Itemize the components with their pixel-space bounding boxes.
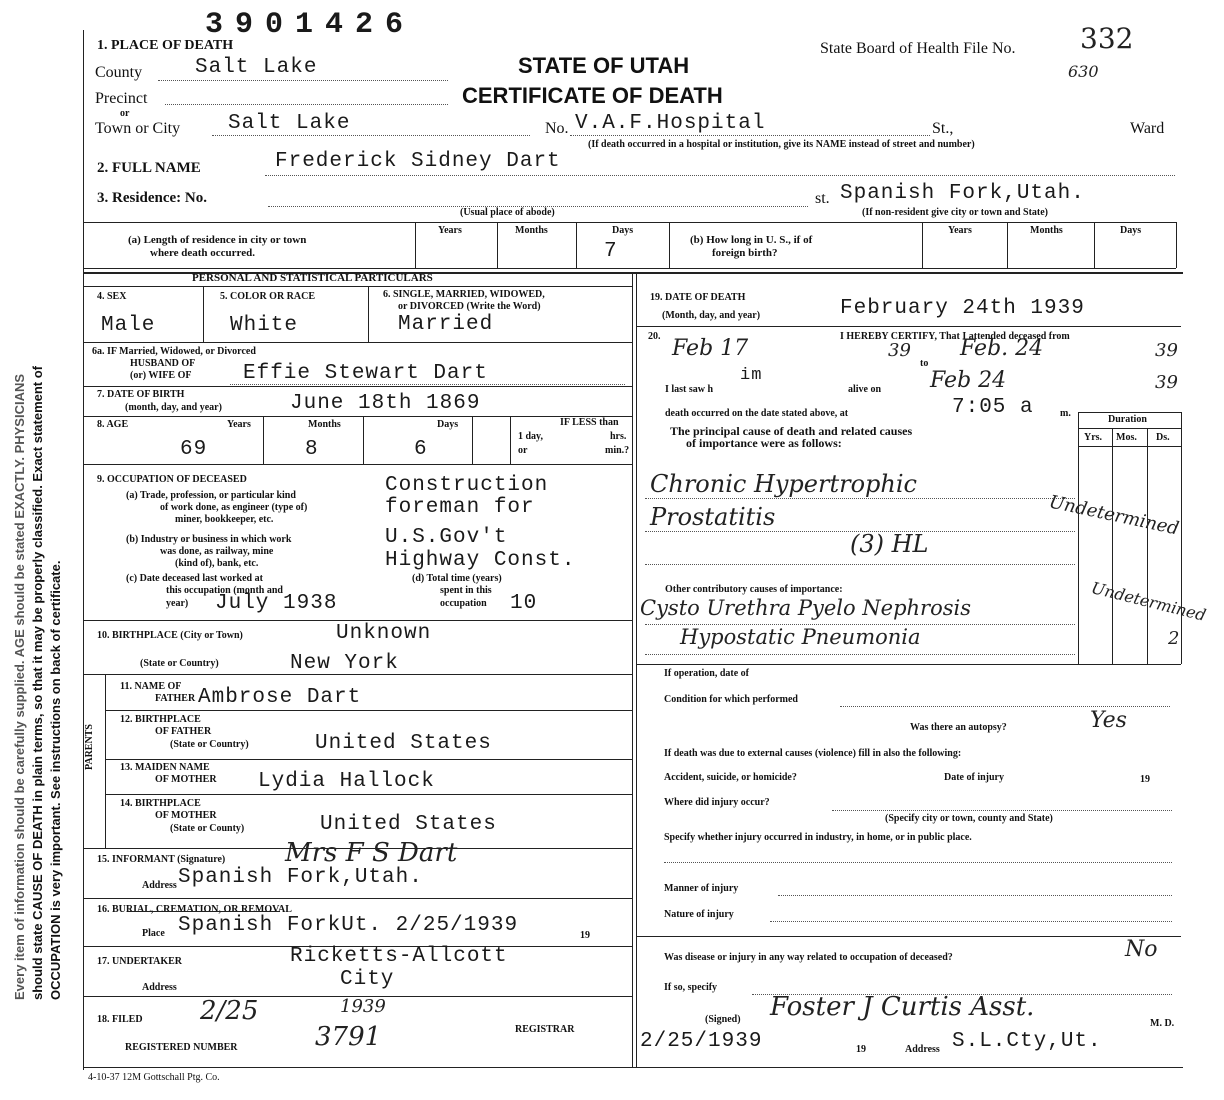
file-no-2: 630 — [1068, 62, 1099, 81]
birth-city-value: Unknown — [336, 622, 432, 645]
burial-strike — [128, 911, 280, 912]
hospital-note: (If death occurred in a hospital or institution, give its NAME instead of street and number) — [588, 139, 975, 150]
alive-on: Feb 24 — [930, 368, 1007, 393]
attend-to: Feb. 24 — [960, 336, 1044, 361]
file-no: 332 — [1080, 22, 1134, 55]
personal-heading: PERSONAL AND STATISTICAL PARTICULARS — [192, 272, 433, 284]
age-months-value: 8 — [305, 438, 319, 461]
time-value: 7:05 a — [952, 396, 1034, 419]
other-cause-1: Cysto Urethra Pyelo Nephrosis — [640, 596, 972, 620]
father-value: Ambrose Dart — [198, 686, 362, 709]
cause-2: Prostatitis — [650, 503, 776, 531]
spouse-value: Effie Stewart Dart — [243, 362, 488, 385]
label-file-no: State Board of Health File No. — [820, 40, 1016, 57]
occ-trade-2: foreman for — [385, 496, 535, 519]
undertaker-address: City — [340, 968, 395, 991]
attend-from: Feb 17 — [672, 336, 749, 361]
registrar-date: 2/25/1939 — [640, 1030, 763, 1053]
occ-industry-1: U.S.Gov't — [385, 526, 508, 549]
related-value: No — [1125, 937, 1158, 962]
age-days-value: 6 — [414, 438, 428, 461]
doc-number: 3901426 — [205, 8, 416, 42]
physician-signature: Foster J Curtis Asst. — [770, 992, 1035, 1022]
side-line-2: OCCUPATION is very important. See instructions on back of certificate. — [48, 560, 63, 1000]
column-divider — [632, 272, 633, 1068]
age-years-value: 69 — [180, 438, 208, 461]
burial-place-value: Spanish ForkUt. 2/25/1939 — [178, 914, 519, 937]
informant-address: Spanish Fork,Utah. — [178, 866, 423, 889]
cause-1: Chronic Hypertrophic — [650, 470, 917, 498]
occ-trade-1: Construction — [385, 474, 549, 497]
marital-value: Married — [398, 313, 494, 336]
label-place-of-death: 1. PLACE OF DEATH — [97, 38, 234, 53]
color-value: White — [230, 314, 299, 337]
sex-value: Male — [101, 314, 156, 337]
parents-label: PARENTS — [84, 724, 95, 770]
side-line-1: should state CAUSE OF DEATH in plain terms, so that it may be properly classified. Exact statement of — [30, 365, 45, 1000]
town-value: Salt Lake — [228, 112, 351, 135]
mother-bp-value: United States — [320, 813, 497, 836]
hospital-value: V.A.F.Hospital — [575, 112, 766, 135]
state-title: STATE OF UTAH — [518, 53, 690, 78]
label-precinct: Precinct — [95, 90, 148, 107]
occ-last-value: July 1938 — [215, 592, 338, 615]
full-name-value: Frederick Sidney Dart — [275, 150, 561, 173]
cause-duration: Undetermined — [1047, 491, 1181, 540]
occ-industry-2: Highway Const. — [385, 549, 576, 572]
mother-value: Lydia Hallock — [258, 770, 435, 793]
birth-state-value: New York — [290, 652, 399, 675]
undertaker-value: Ricketts-Allcott — [290, 945, 508, 968]
label-town: Town or City — [95, 120, 181, 137]
label-full-name: 2. FULL NAME — [97, 160, 201, 176]
registered-value: 3791 — [315, 1022, 382, 1052]
autopsy-value: Yes — [1090, 708, 1127, 733]
filed-value: 2/25 — [200, 996, 259, 1026]
other-cause-2: Hypostatic Pneumonia — [680, 625, 921, 649]
filed-year: 1939 — [340, 996, 386, 1017]
physician-address: S.L.Cty,Ut. — [952, 1030, 1102, 1053]
informant-signature: Mrs F S Dart — [285, 838, 458, 868]
dob-value: June 18th 1869 — [290, 392, 481, 415]
label-county: County — [95, 64, 143, 81]
other-duration: Undetermined — [1089, 578, 1208, 625]
frame-left — [83, 30, 84, 1070]
county-value: Salt Lake — [195, 56, 318, 79]
frame-bottom — [83, 1067, 1183, 1068]
length-days-value: 7 — [604, 240, 618, 263]
certificate-title: CERTIFICATE OF DEATH — [462, 83, 723, 108]
side-line-3: Every item of information should be carefully supplied. AGE should be stated EXACTLY. PHYSICIANS — [12, 373, 27, 1000]
label-residence: 3. Residence: No. — [97, 190, 207, 206]
date-death-value: February 24th 1939 — [840, 297, 1085, 320]
printer-note: 4-10-37 12M Gottschall Ptg. Co. — [88, 1072, 220, 1083]
cause-code: (3) HL — [850, 530, 929, 558]
father-bp-value: United States — [315, 732, 492, 755]
occ-total-value: 10 — [510, 592, 538, 615]
residence-value: Spanish Fork,Utah. — [840, 182, 1085, 205]
